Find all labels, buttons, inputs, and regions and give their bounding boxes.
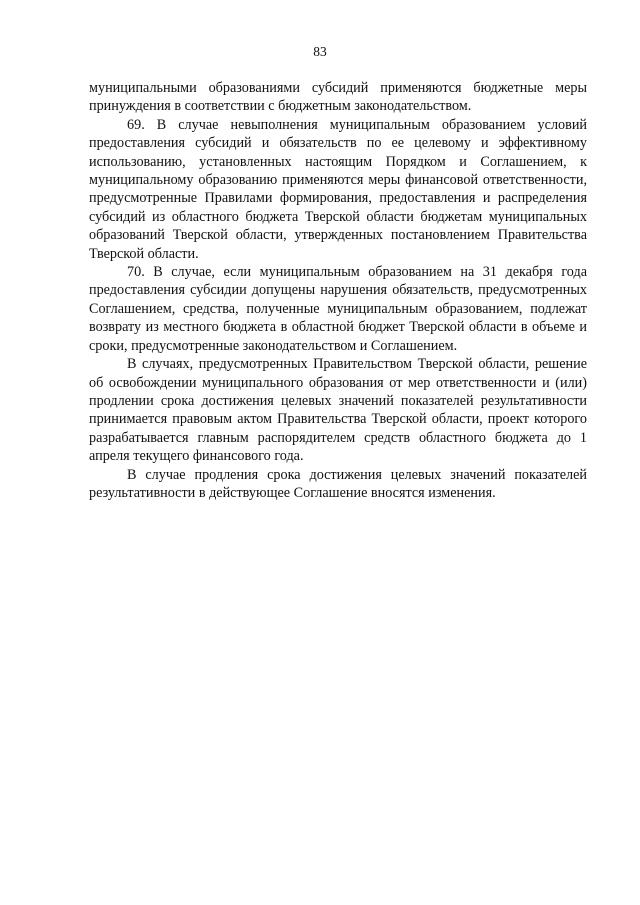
page-number: 83 bbox=[313, 44, 327, 59]
document-body bbox=[89, 79, 587, 502]
paragraph-exemption: В случаях, предусмотренных Правительством Тверской области, решение об освобождении муниципального образования от мер ответственности и (или) продлении срока достижения целевых значений показателей результативности принимается правовым актом Правительства Тверской области, проект которого разрабатывается главным распорядителем средств областного бюджета до 1 апреля текущего финансового года. bbox=[89, 356, 587, 465]
paragraph-continuation: муниципальными образованиями субсидий применяются бюджетные меры принуждения в соответствии с бюджетным законодательством. bbox=[89, 80, 587, 115]
paragraph-70: 70. В случае, если муниципальным образованием на 31 декабря года предоставления субсидии допущены нарушения обязательств, предусмотренных Соглашением, средства, полученные муниципальным образованием, подлежат возврату из местного бюджета в областной бюджет Тверской области в объеме и сроки, предусмотренные законодательством и Соглашением. bbox=[89, 264, 587, 354]
paragraph-extension: В случае продления срока достижения целевых значений показателей результативности в действующее Соглашение вносятся изменения. bbox=[89, 466, 587, 501]
paragraph-69: 69. В случае невыполнения муниципальным образованием условий предоставления субсидий и обязательств по ее целевому и эффективному использованию, установленных настоящим Порядком и Соглашением, к муниципальному образованию применяются меры финансовой ответственности, предусмотренные Правилами формирования, предоставления и распределения субсидий из областного бюджета Тверской области бюджетам муниципальных образований Тверской области, утвержденных постановлением Правительства Тверской области. bbox=[89, 116, 587, 262]
